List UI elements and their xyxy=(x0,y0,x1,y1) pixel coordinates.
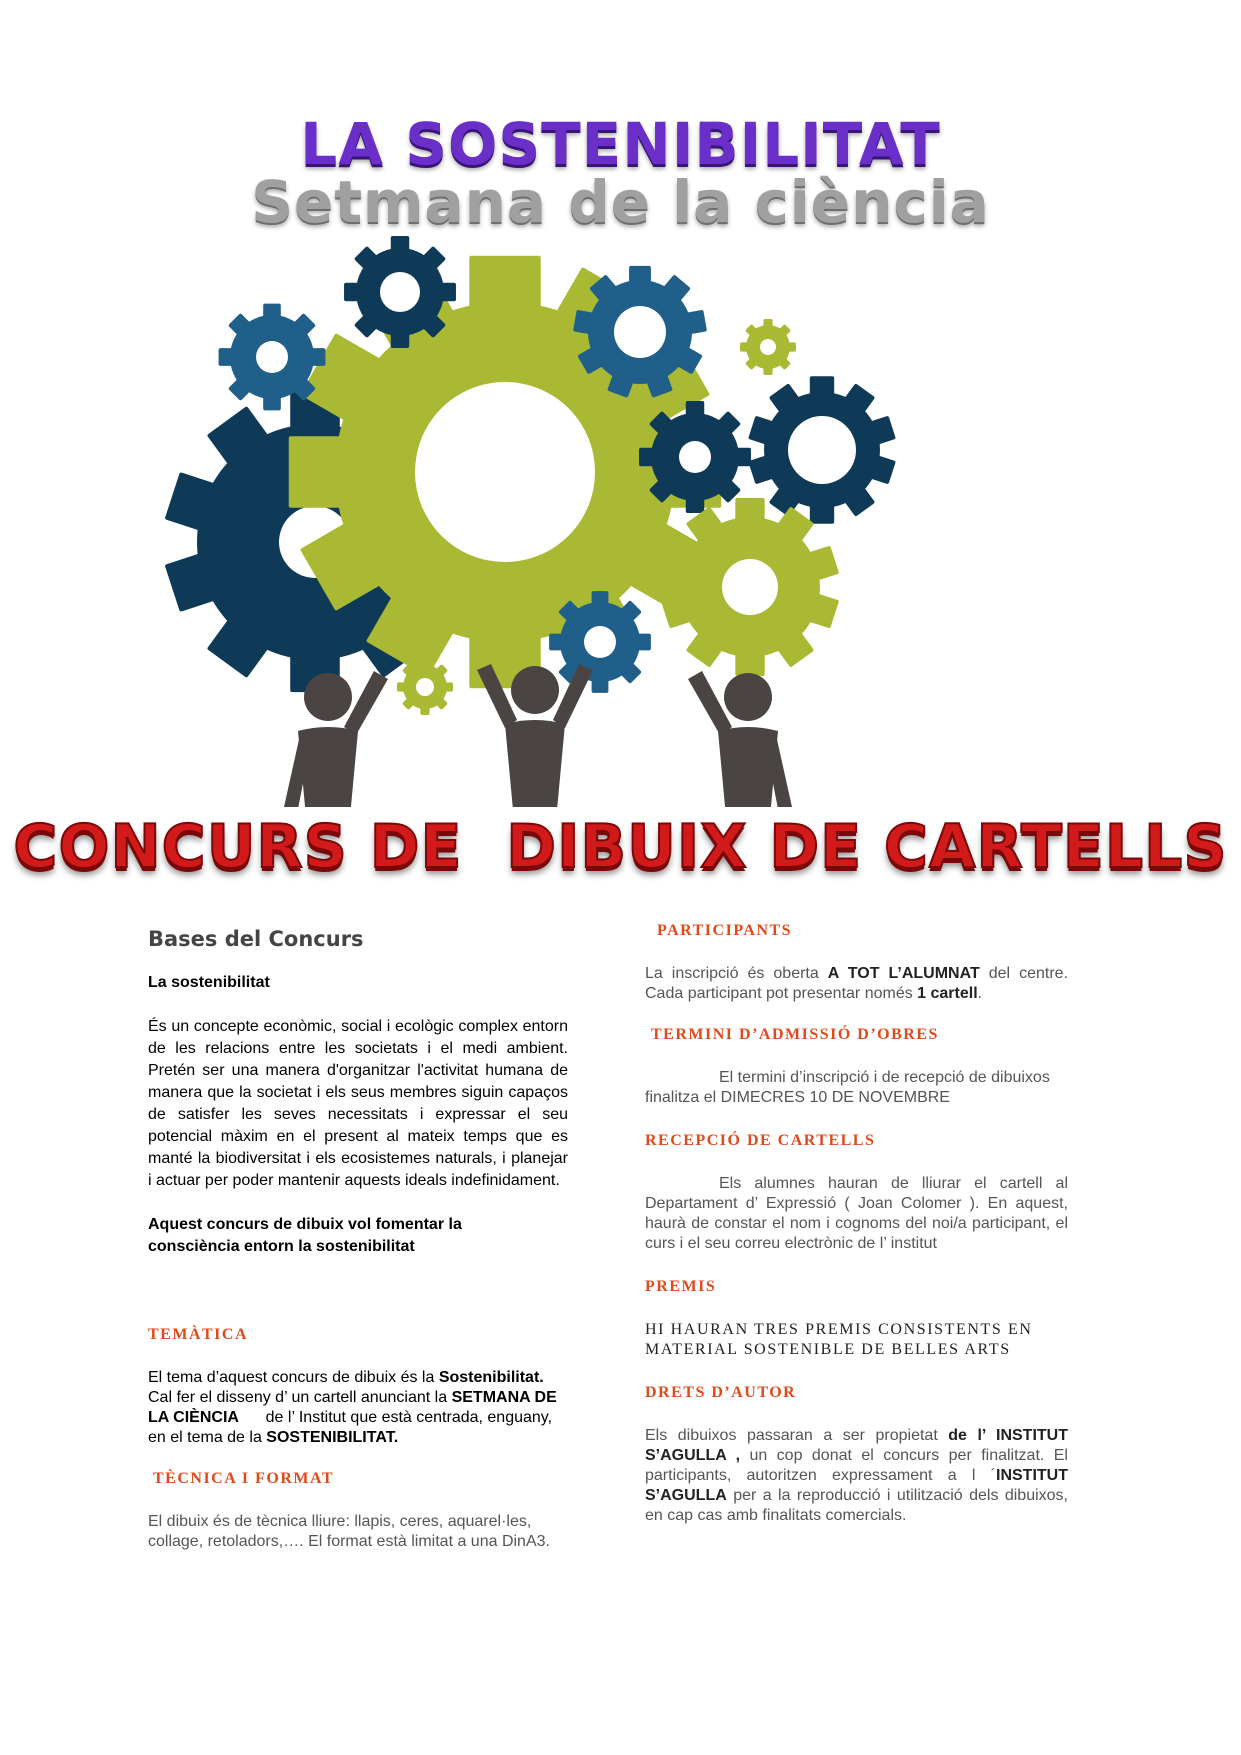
termini-heading: TERMINI D’ADMISSIÓ D’OBRES xyxy=(651,1026,939,1043)
gear-icon xyxy=(748,376,896,524)
aim-text: Aquest concurs de dibuix vol fomentar la consciència entorn la sostenibilitat xyxy=(148,1216,462,1255)
left-column xyxy=(148,928,568,1552)
tematica-text: El tema d’aquest concurs de dibuix és la Sostenibilitat. Cal fer el disseny d’ un cartell anunciant la SETMANA DE LA CIÈNCIA de l’ Institut que està centrada, enguany, en el tema de la SOSTENIBILITAT. xyxy=(148,1369,557,1446)
gear-icon xyxy=(740,319,796,375)
participants-heading: PARTICIPANTS xyxy=(657,922,793,939)
participants-text: La inscripció és oberta A TOT L’ALUMNAT del centre. Cada participant pot presentar només 1 cartell. xyxy=(645,965,1069,1002)
bases-title: Bases del Concurs xyxy=(148,927,364,951)
recepcio-heading: RECEPCIÓ DE CARTELLS xyxy=(645,1132,876,1149)
gear-icon xyxy=(397,659,453,715)
gear-icon xyxy=(639,401,751,513)
gear-icon xyxy=(219,304,326,411)
intro-text: És un concepte econòmic, social i ecològic complex entorn de les relacions entre les societats i el medi ambient. Pretén ser una manera d'organitzar l'activitat humana de manera que la societat i els seus membres siguin capaços de satisfer les seves necessitats i expressar el seu potencial màxim en el present al mateix temps que es manté la biodiversitat i els ecosistemes naturals, i planejar i actuar per poder mantenir aquests ideals indefinidament. xyxy=(148,1018,568,1189)
tecnica-text: El dibuix és de tècnica lliure: llapis, ceres, aquarel·les, collage, retoladors,…. El format està limitat a una DinA3. xyxy=(148,1513,550,1550)
recepcio-text: Els alumnes hauran de lliurar el cartell al Departament d’ Expressió ( Joan Colomer ). En aquest, haurà de constar el nom i cognoms del noi/a participant, el curs i el seu correu electrònic de l’ institut xyxy=(645,1175,1068,1252)
drets-text: Els dibuixos passaran a ser propietat de l’ INSTITUT S’AGULLA , un cop donat el concurs per finalitzat. El participants, autoritzen expressament a l ´INSTITUT S’AGULLA per a la reproducció i utilització dels dibuixos, en cap cas amb finalitats comercials. xyxy=(645,1427,1068,1524)
person-icon xyxy=(688,671,792,807)
tecnica-heading: TÈCNICA I FORMAT xyxy=(153,1470,335,1487)
poster-subtitle: Setmana de la ciència xyxy=(251,168,990,236)
right-column xyxy=(645,920,1068,1526)
termini-text: El termini d’inscripció i de recepció de dibuixos finalitza el DIMECRES 10 DE NOVEMBRE xyxy=(645,1069,1050,1106)
tematica-heading: TEMÀTICA xyxy=(148,1326,249,1343)
gear-icon xyxy=(344,236,456,348)
gears-illustration xyxy=(150,222,1090,807)
gear-icon xyxy=(661,498,839,676)
premis-heading: PREMIS xyxy=(645,1278,717,1295)
contest-banner: CONCURS DE DIBUIX DE CARTELLS xyxy=(13,812,1228,882)
premis-text: HI HAURAN TRES PREMIS CONSISTENTS EN MATERIAL SOSTENIBLE DE BELLES ARTS xyxy=(645,1321,1033,1358)
poster-title: LA SOSTENIBILITAT xyxy=(300,110,941,178)
intro-heading: La sostenibilitat xyxy=(148,974,270,991)
gear-icon xyxy=(549,591,651,693)
drets-heading: DRETS D’AUTOR xyxy=(645,1384,797,1401)
person-icon xyxy=(477,664,593,807)
